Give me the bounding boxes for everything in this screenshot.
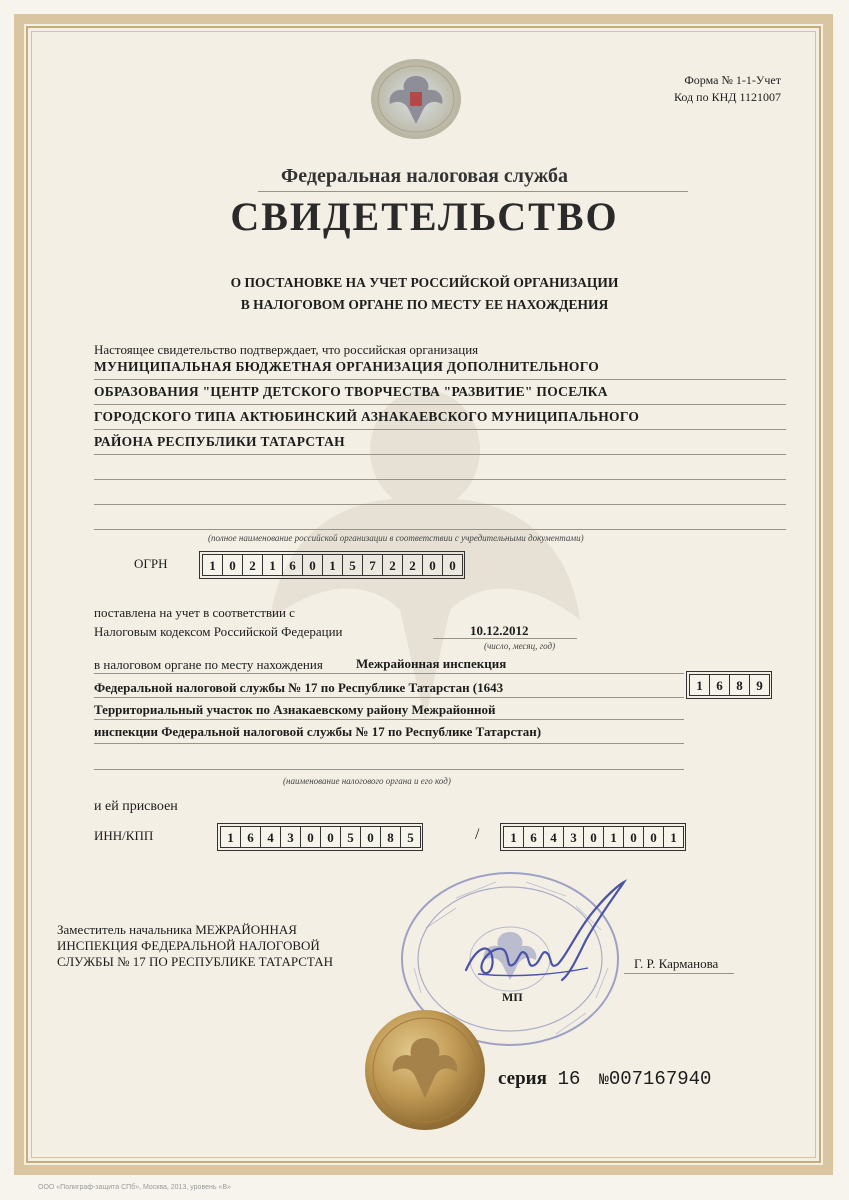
- agency-name: Федеральная налоговая служба: [281, 165, 568, 187]
- org-name-caption: (полное наименование российской организации в соответствии с учредительными документами): [208, 533, 584, 543]
- ogrn-digit: 0: [302, 554, 323, 576]
- authority-code-digit: 6: [709, 674, 730, 696]
- registration-line-1: поставлена на учет в соответствии с: [94, 605, 295, 620]
- org-name-line: РАЙОНА РЕСПУБЛИКИ ТАТАРСТАН: [94, 430, 786, 455]
- signature-icon: [458, 878, 628, 988]
- authority-intro: в налоговом органе по месту нахождения: [94, 657, 323, 672]
- series-value: 16: [557, 1068, 581, 1090]
- ogrn-boxes: [199, 551, 465, 579]
- authority-code-boxes: [686, 671, 772, 699]
- form-number-label: Форма № 1-1-Учет: [684, 73, 781, 87]
- org-name-line: МУНИЦИПАЛЬНАЯ БЮДЖЕТНАЯ ОРГАНИЗАЦИЯ ДОПОЛНИТЕЛЬНОГО: [94, 355, 786, 380]
- signatory-title-line: СЛУЖБЫ № 17 ПО РЕСПУБЛИКЕ ТАТАРСТАН: [57, 954, 333, 969]
- ogrn-digit: 0: [222, 554, 243, 576]
- stamp-mark: МП: [502, 990, 523, 1004]
- authority-code-digit: 9: [749, 674, 770, 696]
- kpp-digit: 0: [583, 826, 604, 848]
- inn-boxes: [217, 823, 423, 851]
- ogrn-digit: 2: [382, 554, 403, 576]
- org-name-line: [94, 455, 786, 480]
- kpp-digit: 3: [563, 826, 584, 848]
- inn-digit: 8: [380, 826, 401, 848]
- series-number: [498, 1068, 711, 1090]
- inn-kpp-label: ИНН/КПП: [94, 828, 154, 843]
- registration-line-2: Налоговым кодексом Российской Федерации: [94, 624, 343, 639]
- authority-caption: (наименование налогового органа и его код): [283, 776, 451, 786]
- date-underline: [433, 638, 577, 639]
- authority-code-digit: 8: [729, 674, 750, 696]
- authority-line: инспекции Федеральной налоговой службы № 17 по Республике Татарстан): [94, 724, 542, 739]
- authority-underline: [94, 697, 684, 698]
- subtitle-line-1: О ПОСТАНОВКЕ НА УЧЕТ РОССИЙСКОЙ ОРГАНИЗАЦИИ: [230, 275, 619, 290]
- org-name-line: [94, 480, 786, 505]
- authority-code-digit: 1: [689, 674, 710, 696]
- authority-underline: [94, 673, 684, 674]
- org-name-line: ГОРОДСКОГО ТИПА АКТЮБИНСКИЙ АЗНАКАЕВСКОГО МУНИЦИПАЛЬНОГО: [94, 405, 786, 430]
- kpp-digit: 4: [543, 826, 564, 848]
- authority-underline: [94, 743, 684, 744]
- date-caption: (число, месяц, год): [484, 641, 556, 651]
- authority-underline: [94, 769, 684, 770]
- gold-emblem-seal-icon: [363, 1008, 487, 1132]
- kpp-digit: 1: [663, 826, 684, 848]
- ogrn-label: ОГРН: [134, 556, 168, 571]
- assigned-label: и ей присвоен: [94, 799, 178, 814]
- kpp-digit: 1: [503, 826, 524, 848]
- ogrn-digit: 1: [322, 554, 343, 576]
- ogrn-digit: 0: [422, 554, 443, 576]
- knd-code: Код по КНД 1121007: [674, 90, 781, 104]
- inn-digit: 1: [220, 826, 241, 848]
- inn-digit: 0: [320, 826, 341, 848]
- kpp-boxes: [500, 823, 686, 851]
- document-title: СВИДЕТЕЛЬСТВО: [230, 194, 619, 239]
- inn-digit: 0: [300, 826, 321, 848]
- ogrn-digit: 1: [202, 554, 223, 576]
- form-number: [674, 72, 781, 106]
- kpp-digit: 0: [623, 826, 644, 848]
- inn-digit: 0: [360, 826, 381, 848]
- kpp-digit: 0: [643, 826, 664, 848]
- authority-line: Межрайонная инспекция: [356, 656, 507, 671]
- subtitle-line-2: В НАЛОГОВОМ ОРГАНЕ ПО МЕСТУ ЕЕ НАХОЖДЕНИЯ: [240, 297, 609, 312]
- signatory-title: [57, 922, 333, 970]
- authority-line: Территориальный участок по Азнакаевскому району Межрайонной: [94, 702, 496, 717]
- inn-digit: 4: [260, 826, 281, 848]
- registration-date: 10.12.2012: [470, 623, 529, 638]
- ogrn-digit: 5: [342, 554, 363, 576]
- agency-underline: [258, 191, 688, 192]
- signatory-title-line: ИНСПЕКЦИЯ ФЕДЕРАЛЬНОЙ НАЛОГОВОЙ: [57, 938, 320, 953]
- org-name-line: [94, 505, 786, 530]
- blank-number: 007167940: [608, 1068, 712, 1090]
- ogrn-digit: 6: [282, 554, 303, 576]
- hologram-emblem-icon: [370, 58, 462, 140]
- ogrn-digit: 2: [402, 554, 423, 576]
- signature-name-underline: [624, 973, 734, 974]
- inn-digit: 5: [340, 826, 361, 848]
- signatory-name: Г. Р. Карманова: [634, 956, 719, 971]
- kpp-digit: 1: [603, 826, 624, 848]
- inn-kpp-separator: /: [475, 826, 480, 843]
- document-subtitle: [0, 272, 849, 316]
- org-name-line: ОБРАЗОВАНИЯ "ЦЕНТР ДЕТСКОГО ТВОРЧЕСТВА "РАЗВИТИЕ" ПОСЕЛКА: [94, 380, 786, 405]
- signatory-title-line: Заместитель начальника МЕЖРАЙОННАЯ: [57, 922, 297, 937]
- number-sign: №: [599, 1071, 609, 1089]
- ogrn-digit: 0: [442, 554, 463, 576]
- inn-digit: 6: [240, 826, 261, 848]
- printer-imprint: ООО «Полиграф-защита СПб», Москва, 2013, уровень «В»: [38, 1184, 231, 1191]
- series-label: серия: [498, 1068, 547, 1089]
- ogrn-digit: 2: [242, 554, 263, 576]
- authority-line: Федеральной налоговой службы № 17 по Республике Татарстан (1643: [94, 680, 504, 695]
- inn-digit: 3: [280, 826, 301, 848]
- kpp-digit: 6: [523, 826, 544, 848]
- authority-underline: [94, 719, 684, 720]
- ogrn-digit: 1: [262, 554, 283, 576]
- intro-text: Настоящее свидетельство подтверждает, что российская организация: [94, 342, 479, 357]
- inn-digit: 5: [400, 826, 421, 848]
- ogrn-digit: 7: [362, 554, 383, 576]
